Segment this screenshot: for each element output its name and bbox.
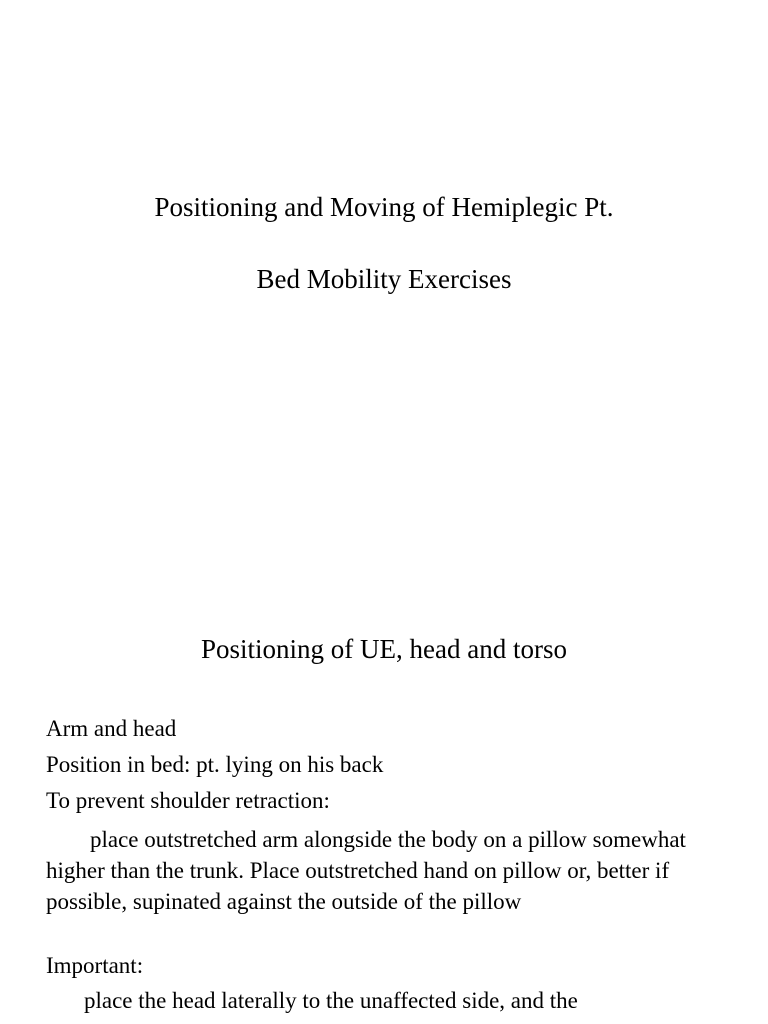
page-subtitle: Bed Mobility Exercises <box>256 264 512 294</box>
placement-paragraph: place outstretched arm alongside the body on a pillow somewhat higher than the trunk. Place outstretched hand on pillow or, better if possible, supinated against the outside of the pillow <box>46 827 686 914</box>
position-text: Position in bed: pt. lying on his back <box>46 752 384 777</box>
prevent-text: To prevent shoulder retraction: <box>46 788 330 813</box>
section-heading: Positioning of UE, head and torso <box>201 634 567 664</box>
page-title: Positioning and Moving of Hemiplegic Pt. <box>154 192 614 222</box>
head-placement-text: place the head laterally to the unaffected side, and the <box>84 988 578 1013</box>
arm-head-label: Arm and head <box>46 716 177 741</box>
important-label: Important: <box>46 953 144 978</box>
